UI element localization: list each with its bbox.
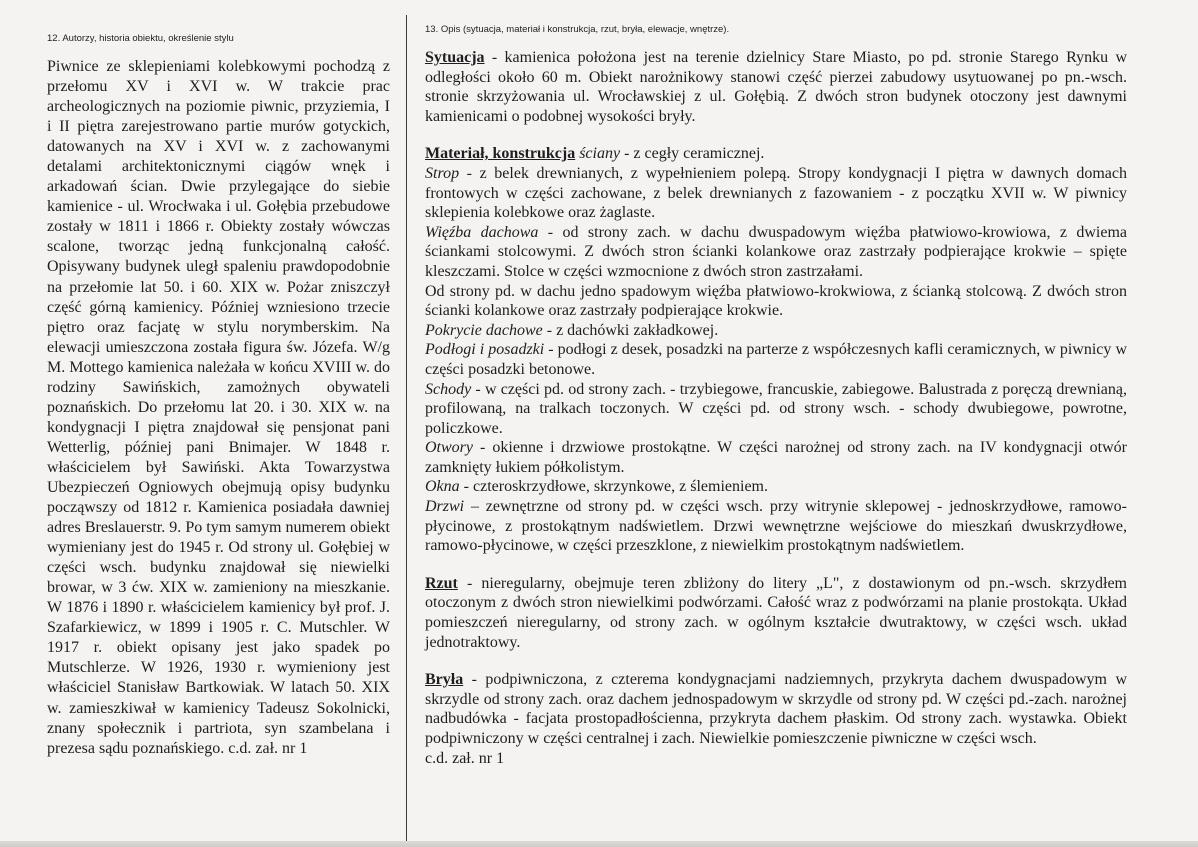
doors-label: Drzwi <box>425 498 465 516</box>
openings-paragraph <box>425 438 1127 477</box>
massing-text: - podpiwniczona, z czterema kondygnacjami nadziemnych, przykryta dachem dwuspadowym w skrzydle od strony zach. oraz dachem jednospadowym w skrzydle od strony pd. W części pd.-zach. narożnej nadbudówka - facjata prostopadłościenna, przykryta dachem płaskim. Od strony zach. wystawka. Obiekt podpiwniczony w części centralnej i zach. Niewielkie pomieszczenie piwniczne w części wsch. <box>425 671 1127 747</box>
ceiling-label: Strop <box>425 164 460 182</box>
openings-label: Otwory <box>425 439 473 457</box>
floors-label: Podłogi i posadzki <box>425 341 545 359</box>
roofing-paragraph <box>425 321 1127 341</box>
walls-paragraph <box>425 144 1127 164</box>
ceiling-text: - z belek drewnianych, z wypełnieniem polepą. Stropy kondygnacji I piętra w dawnych domach frontowych w części zachowane, z belek drewnianych z fazowaniem - z początku XVII w. W piwnicy sklepienia kolebkowe oraz żaglaste. <box>425 164 1127 222</box>
page-bottom-edge <box>0 841 1198 847</box>
continued-note: c.d. zał. nr 1 <box>425 749 505 767</box>
stairs-paragraph <box>425 380 1127 439</box>
doors-paragraph <box>425 497 1127 556</box>
walls-label: ściany <box>579 145 621 163</box>
description-column <box>425 48 1127 768</box>
roofing-text: - z dachówki zakładkowej. <box>542 321 719 339</box>
windows-paragraph <box>425 477 1127 497</box>
roof-truss-paragraph <box>425 223 1127 282</box>
section-12-heading: 12. Autorzy, historia obiektu, określenie stylu <box>47 33 234 44</box>
roofing-label: Pokrycie dachowe <box>425 321 543 339</box>
material-label: Materiał, konstrukcja <box>425 145 576 163</box>
roof-truss-label: Więźba dachowa <box>425 223 539 241</box>
plan-paragraph <box>425 574 1127 652</box>
stairs-label: Schody <box>425 380 472 398</box>
doors-text: – zewnętrzne od strony pd. w części wsch. przy witrynie sklepowej - jednoskrzydłowe, ramowo-płycinowe, z prostokątnym nadświetlem. Drzwi wewnętrzne wejściowe do mieszkań dwuskrzydłowe, ramowo-płycinowe, w części przeszklone, z niewielkim prostokątnym nadświetlem. <box>425 498 1127 555</box>
plan-label: Rzut <box>425 574 458 592</box>
massing-paragraph <box>425 670 1127 748</box>
section-13-heading: 13. Opis (sytuacja, materiał i konstrukcja, rzut, bryła, elewacje, wnętrze). <box>425 24 730 35</box>
floors-text: - podłogi z desek, posadzki na parterze z współczesnych kafli ceramicznych, w piwnicy w części posadzki betonowe. <box>425 341 1128 378</box>
column-divider <box>406 15 407 847</box>
windows-text: - czteroskrzydłowe, skrzynkowe, z ślemieniem. <box>459 478 768 496</box>
floors-paragraph <box>425 340 1127 379</box>
situation-paragraph <box>425 48 1127 126</box>
roof-truss-text: - od strony zach. w dachu dwuspadowym więźba płatwiowo-krowiowa, z dwiema ściankami stolcowymi. Z dwóch stron ścianki kolankowe oraz zastrzały podpierające krokwie – spięte kleszczami. Stolce w części wzmocnione z dwóch stron zastrzałami. <box>425 223 1128 280</box>
roof-truss-paragraph-2: Od strony pd. w dachu jedno spadowym więźba płatwiowo-krokwiowa, z ścianką stolcową. Z dwóch stron ścianki kolankowe oraz zastrzały podpierające krokwie. <box>425 282 1127 320</box>
massing-label: Bryła <box>425 671 464 689</box>
walls-text: - z cegły ceramicznej. <box>620 145 765 163</box>
stairs-text: - w części pd. od strony zach. - trzybiegowe, francuskie, zabiegowe. Balustrada z poręczą drewnianą, profilowaną, na tralkach toczonych. W części pd. od strony wsch. - schody dwubiegowe, powrotne, policzkowe. <box>425 380 1127 437</box>
openings-text: - okienne i drzwiowe prostokątne. W części narożnej od strony zach. na IV kondygnacji otwór zamknięty łukiem półkolistym. <box>425 439 1127 476</box>
history-text: Piwnice ze sklepieniami kolebkowymi pochodzą z przełomu XV i XVI w. W trakcie prac archeologicznych na poziomie piwnic, przyziemia, I i II piętra zarejestrowano partie murów gotyckich, datowanych na XV i XVI w. z zachowanymi detalami architektonicznymi ciągów wnęk i arkadowań ścian. Dwie przylegające do siebie kamienice - ul. Wrocłwaka i ul. Gołębia przebudowe zostały w 1811 i 1866 r. Obiekty zostały wówczas scalone, tworząc jedną funkcjonalną całość. Opisywany budynek uległ spaleniu prawdopodobnie na przełomie lat 50. i 60. XIX w. Pożar zniszczył część górną kamienicy. Później wzniesiono trzecie piętro oraz facjatę w stylu norymberskim. Na elewacji umieszczona została figura św. Józefa. W/g M. Mottego kamienica należała w końcu XVIII w. do rodziny Sawińskich, zamożnych obywateli poznańskich. Do przełomu lat 20. i 30. XIX w. na kondygnacji I piętra znajdował się pensjonat pani Wetterlig, później pani Bnimajer. W 1848 r. właścicielem był Sawiński. Akta Towarzystwa Ubezpieczeń Ogniowych obejmują opisy budynku począwszy od 1812 r. Kamienica posiadała dawniej adres Breslauerstr. 9. Po tym samym numerem obiekt wymieniany jest do 1945 r. Od strony ul. Gołębiej w części wsch. budynku znajdował się niewielki browar, w 3 ćw. XIX w. zamieniony na mieszkanie. W 1876 i 1890 r. właścicielem kamienicy był prof. J. Szafarkiewicz, w 1899 i 1905 r. C. Mutschler. W 1917 r. obiekt opisany jest jako spadek po Mutschlerze. W 1926, 1930 r. wymieniony jest właściciel Stanisław Bartkowiak. W latach 50. XIX w. zamieszkiwał w kamienicy Tadeusz Sokolnicki, znany społecznik i partriota, syn szambelana i prezesa sądu poznańskiego. c.d. zał. nr 1 <box>47 58 390 757</box>
ceiling-paragraph <box>425 164 1127 223</box>
situation-text: - kamienica położona jest na terenie dzielnicy Stare Miasto, po pd. stronie Starego Rynku w odległości około 60 m. Obiekt narożnikowy stanowi część pierzei zabudowy usytuowanej po pn.-wsch. stronie skrzyżowania ul. Wrocławskiej z ul. Gołębią. Z dwóch stron budynek otoczony jest dawnymi kamienicami o podobnej wysokości bryły. <box>425 49 1127 125</box>
plan-text: - nieregularny, obejmuje teren zbliżony do litery „L", z dostawionym od pn.-wsch. skrzydłem otoczonym z dwóch stron niewielkimi podwórzami. Całość wraz z podwórzami na planie prostokąta. Układ pomieszczeń nieregularny, od strony zach. w ogólnym kształcie dwutraktowy, w części wsch. układ jednotraktowy. <box>425 574 1127 651</box>
situation-label: Sytuacja <box>425 49 485 66</box>
windows-label: Okna <box>425 478 460 496</box>
